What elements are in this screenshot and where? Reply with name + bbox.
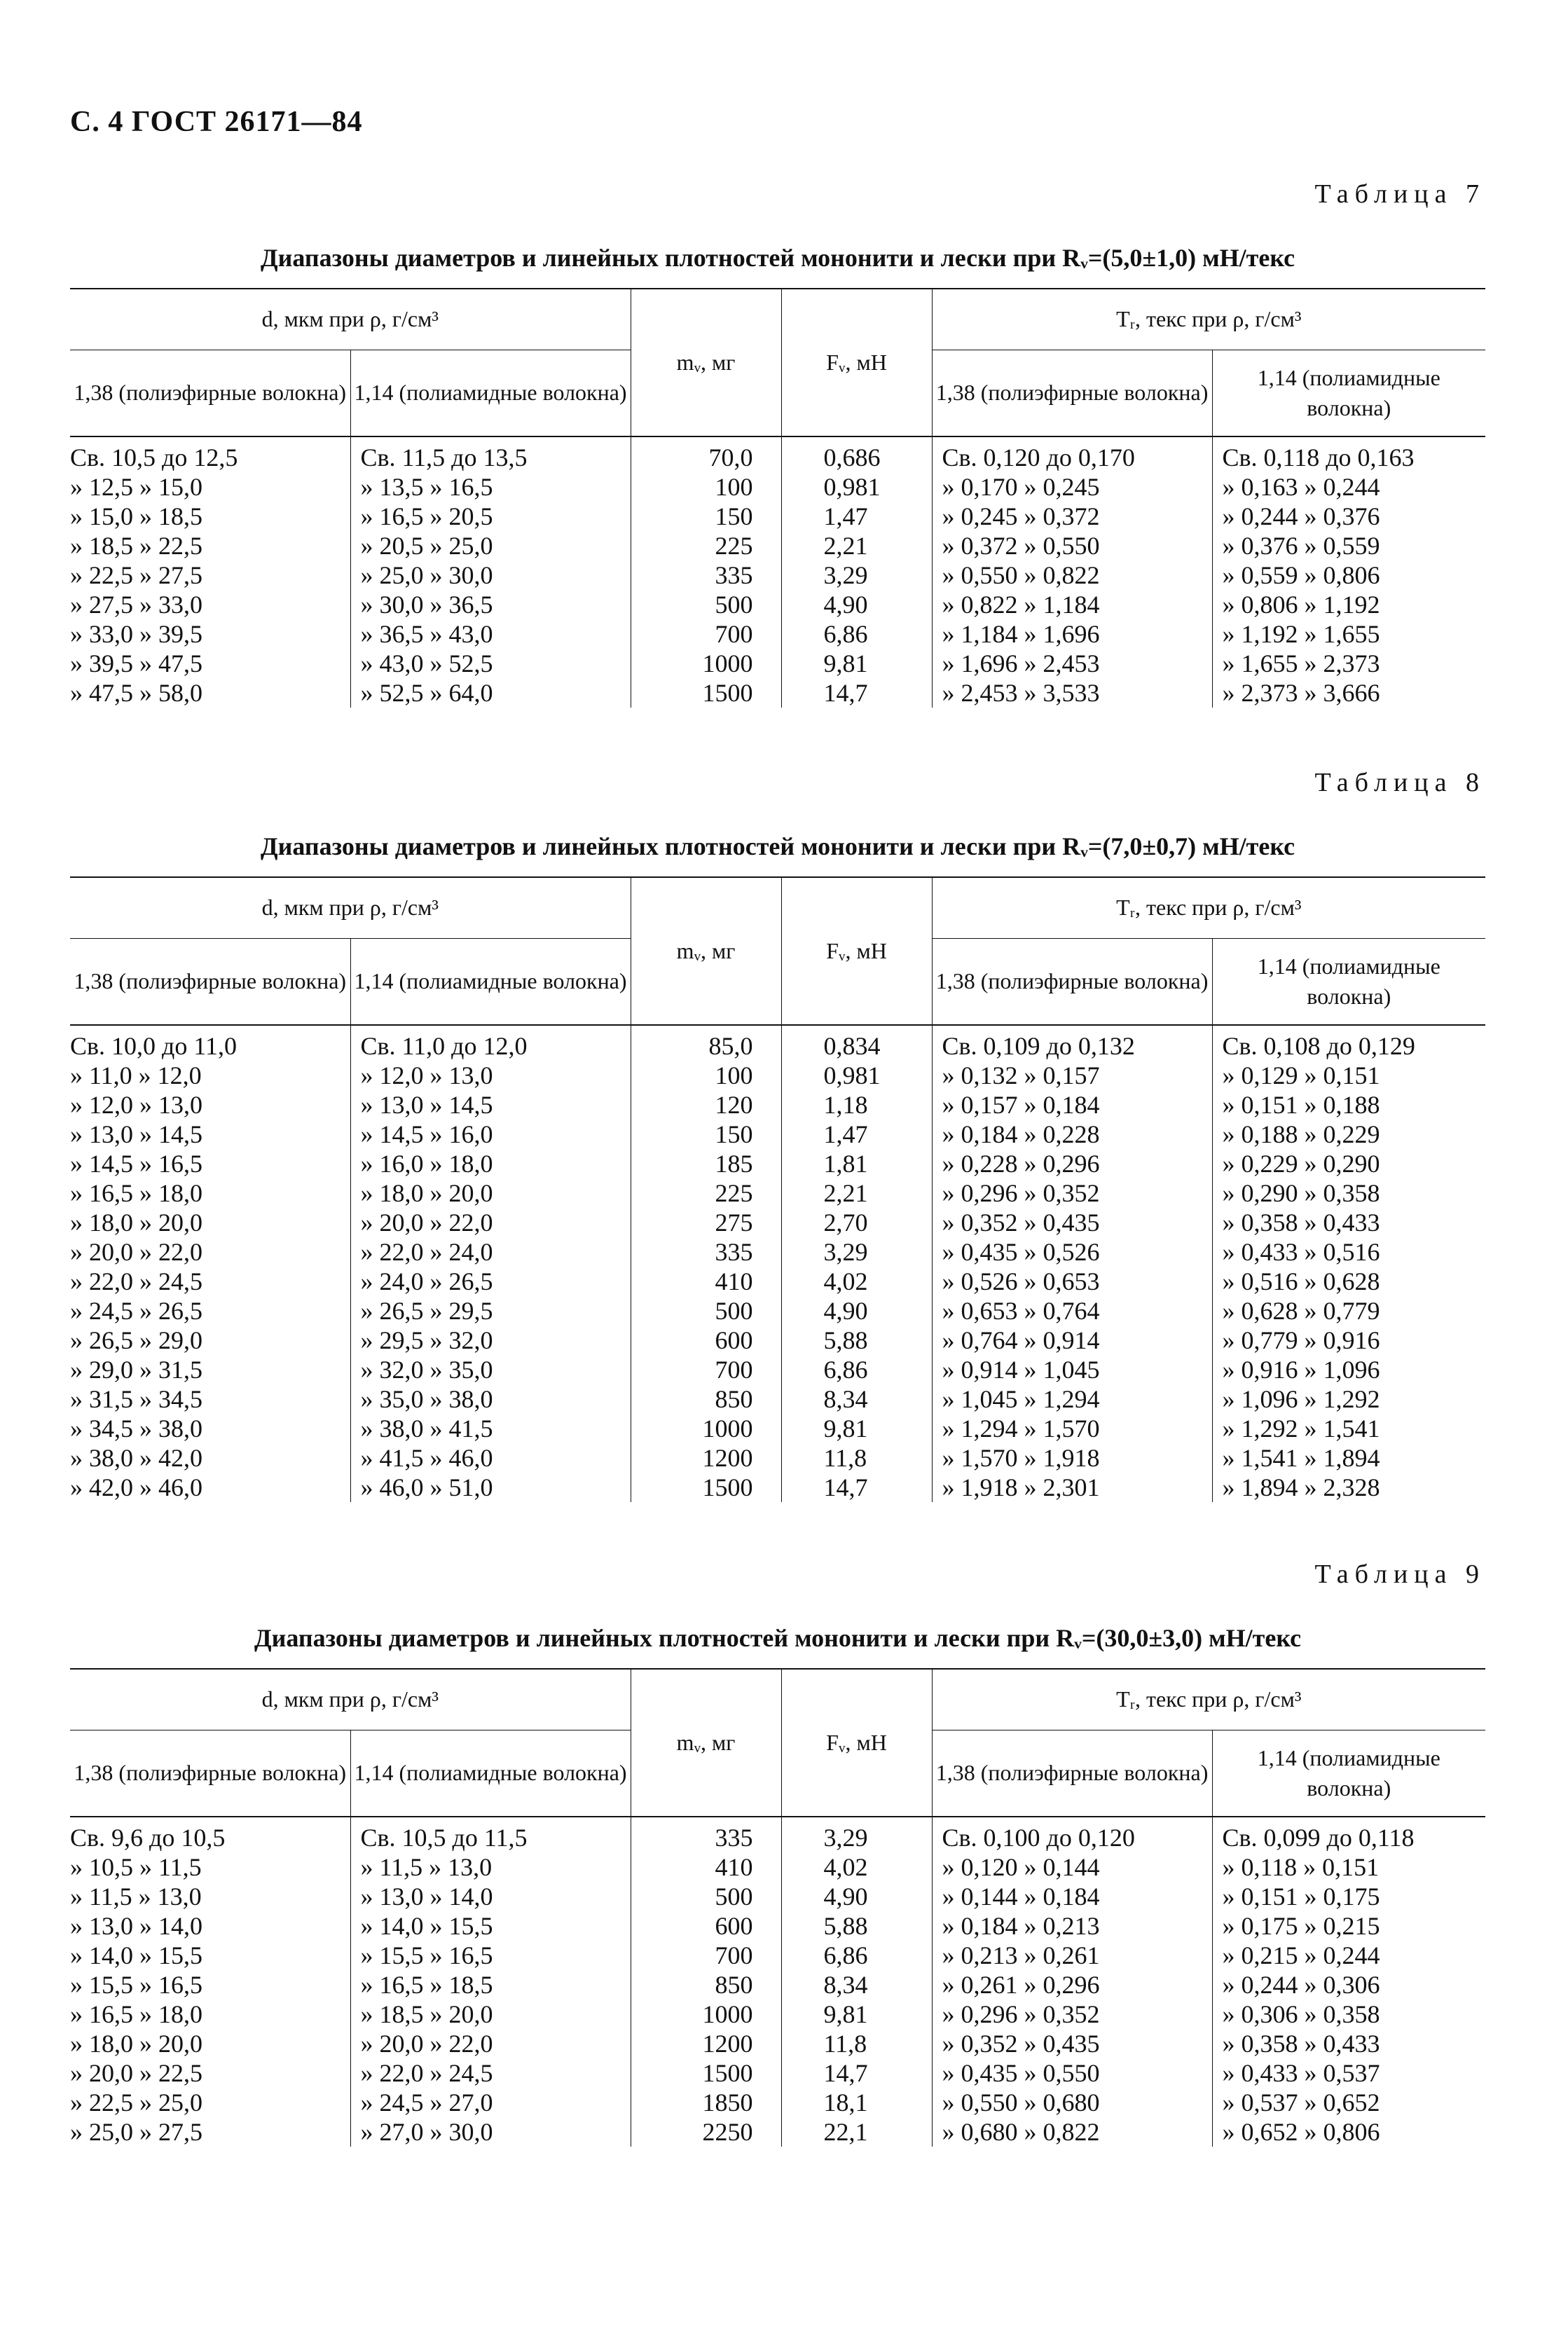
cell-mass: 120 bbox=[631, 1090, 781, 1120]
cell-d-polyester: » 22,0 » 24,5 bbox=[70, 1267, 350, 1296]
header-d-polyamide: 1,14 (полиамидные волокна) bbox=[350, 939, 631, 1026]
table-row bbox=[70, 678, 1485, 708]
cell-mass: 100 bbox=[631, 472, 781, 502]
cell-t-polyester: » 1,696 » 2,453 bbox=[932, 649, 1212, 678]
table-row bbox=[70, 1941, 1485, 1970]
cell-force: 8,34 bbox=[781, 1970, 932, 2000]
cell-mass: 600 bbox=[631, 1911, 781, 1941]
table-row bbox=[70, 2117, 1485, 2147]
cell-t-polyamide: » 1,894 » 2,328 bbox=[1222, 1473, 1380, 1501]
cell-d-polyamide: » 11,5 » 13,0 bbox=[350, 1852, 631, 1882]
cell-force: 5,88 bbox=[781, 1911, 932, 1941]
cell-d-polyester: » 15,5 » 16,5 bbox=[70, 1970, 350, 2000]
table-row bbox=[70, 1178, 1485, 1208]
cell-t-polyamide: » 0,916 » 1,096 bbox=[1222, 1356, 1380, 1384]
cell-d-polyamide: » 14,0 » 15,5 bbox=[350, 1911, 631, 1941]
cell-mass: 700 bbox=[631, 1355, 781, 1384]
cell-d-polyester: » 42,0 » 46,0 bbox=[70, 1473, 350, 1502]
cell-force: 3,29 bbox=[781, 1237, 932, 1267]
header-force: Fᵥ, мН bbox=[781, 1669, 932, 1817]
cell-d-polyamide: » 20,0 » 22,0 bbox=[350, 2029, 631, 2058]
cell-d-polyester: Св. 9,6 до 10,5 bbox=[70, 1817, 350, 1852]
cell-d-polyamide: » 32,0 » 35,0 bbox=[350, 1355, 631, 1384]
cell-force: 0,981 bbox=[781, 472, 932, 502]
cell-d-polyamide: » 25,0 » 30,0 bbox=[350, 560, 631, 590]
table-row bbox=[70, 1090, 1485, 1120]
cell-t-polyamide: » 0,779 » 0,916 bbox=[1222, 1326, 1380, 1354]
cell-t-polyamide: » 1,096 » 1,292 bbox=[1222, 1385, 1380, 1413]
cell-d-polyamide: » 24,0 » 26,5 bbox=[350, 1267, 631, 1296]
cell-d-polyester: » 15,0 » 18,5 bbox=[70, 502, 350, 531]
header-d-polyester: 1,38 (полиэфирные волокна) bbox=[70, 350, 350, 437]
cell-mass: 225 bbox=[631, 531, 781, 560]
table-row bbox=[70, 1120, 1485, 1149]
cell-t-polyester: » 0,228 » 0,296 bbox=[932, 1149, 1212, 1178]
cell-t-polyester: » 0,120 » 0,144 bbox=[932, 1852, 1212, 1882]
cell-mass: 100 bbox=[631, 1061, 781, 1090]
cell-t-polyamide: » 2,373 » 3,666 bbox=[1222, 679, 1380, 707]
cell-d-polyester: » 34,5 » 38,0 bbox=[70, 1414, 350, 1443]
cell-t-polyamide: » 0,559 » 0,806 bbox=[1222, 561, 1380, 589]
cell-force: 4,90 bbox=[781, 1882, 932, 1911]
cell-force: 1,18 bbox=[781, 1090, 932, 1120]
cell-t-polyester: » 0,184 » 0,228 bbox=[932, 1120, 1212, 1149]
header-t-polyamide: 1,14 (полиамидные волокна) bbox=[1212, 1730, 1485, 1817]
cell-force: 2,70 bbox=[781, 1208, 932, 1237]
cell-mass: 1000 bbox=[631, 1414, 781, 1443]
cell-d-polyamide: » 13,5 » 16,5 bbox=[350, 472, 631, 502]
cell-force: 9,81 bbox=[781, 1414, 932, 1443]
cell-force: 11,8 bbox=[781, 1443, 932, 1473]
cell-t-polyester: » 0,526 » 0,653 bbox=[932, 1267, 1212, 1296]
table-row bbox=[70, 1414, 1485, 1443]
header-diameter: d, мкм при ρ, г/см³ bbox=[70, 877, 631, 939]
cell-d-polyamide: » 14,5 » 16,0 bbox=[350, 1120, 631, 1149]
cell-mass: 500 bbox=[631, 1882, 781, 1911]
cell-force: 0,686 bbox=[781, 436, 932, 472]
cell-t-polyester: » 0,435 » 0,526 bbox=[932, 1237, 1212, 1267]
header-diameter: d, мкм при ρ, г/см³ bbox=[70, 1669, 631, 1730]
cell-d-polyester: » 13,0 » 14,0 bbox=[70, 1911, 350, 1941]
cell-d-polyester: » 22,5 » 27,5 bbox=[70, 560, 350, 590]
cell-d-polyamide: » 16,5 » 20,5 bbox=[350, 502, 631, 531]
cell-t-polyamide: » 0,151 » 0,188 bbox=[1222, 1091, 1380, 1119]
cell-t-polyamide: Св. 0,099 до 0,118 bbox=[1222, 1824, 1415, 1852]
cell-d-polyester: » 25,0 » 27,5 bbox=[70, 2117, 350, 2147]
cell-t-polyester: » 1,045 » 1,294 bbox=[932, 1384, 1212, 1414]
cell-d-polyester: » 16,5 » 18,0 bbox=[70, 2000, 350, 2029]
cell-mass: 1500 bbox=[631, 678, 781, 708]
cell-d-polyamide: » 43,0 » 52,5 bbox=[350, 649, 631, 678]
cell-d-polyamide: » 22,0 » 24,0 bbox=[350, 1237, 631, 1267]
cell-mass: 150 bbox=[631, 502, 781, 531]
cell-t-polyamide: » 0,244 » 0,306 bbox=[1222, 1971, 1380, 1999]
table-row bbox=[70, 1296, 1485, 1326]
cell-d-polyester: » 38,0 » 42,0 bbox=[70, 1443, 350, 1473]
cell-mass: 85,0 bbox=[631, 1025, 781, 1061]
cell-force: 6,86 bbox=[781, 1941, 932, 1970]
cell-d-polyester: » 14,0 » 15,5 bbox=[70, 1941, 350, 1970]
cell-mass: 225 bbox=[631, 1178, 781, 1208]
cell-mass: 2250 bbox=[631, 2117, 781, 2147]
table-label: Таблица 8 bbox=[1314, 768, 1485, 797]
header-mass: mᵥ, мг bbox=[631, 289, 781, 436]
cell-mass: 1500 bbox=[631, 1473, 781, 1502]
data-table bbox=[70, 876, 1485, 1502]
cell-t-polyester: » 0,245 » 0,372 bbox=[932, 502, 1212, 531]
table-row bbox=[70, 1355, 1485, 1384]
cell-mass: 1200 bbox=[631, 2029, 781, 2058]
cell-mass: 1850 bbox=[631, 2088, 781, 2117]
cell-d-polyamide: » 36,5 » 43,0 bbox=[350, 619, 631, 649]
cell-d-polyester: » 11,0 » 12,0 bbox=[70, 1061, 350, 1090]
cell-d-polyester: » 20,0 » 22,5 bbox=[70, 2058, 350, 2088]
header-d-polyester: 1,38 (полиэфирные волокна) bbox=[70, 939, 350, 1026]
cell-force: 4,02 bbox=[781, 1267, 932, 1296]
cell-t-polyamide: » 0,151 » 0,175 bbox=[1222, 1883, 1380, 1911]
cell-force: 1,81 bbox=[781, 1149, 932, 1178]
cell-force: 9,81 bbox=[781, 2000, 932, 2029]
cell-t-polyester: » 0,914 » 1,045 bbox=[932, 1355, 1212, 1384]
header-mass: mᵥ, мг bbox=[631, 877, 781, 1025]
cell-t-polyester: » 0,132 » 0,157 bbox=[932, 1061, 1212, 1090]
cell-t-polyamide: » 0,215 » 0,244 bbox=[1222, 1941, 1380, 1969]
table-row bbox=[70, 590, 1485, 619]
cell-mass: 335 bbox=[631, 1237, 781, 1267]
cell-d-polyester: » 11,5 » 13,0 bbox=[70, 1882, 350, 1911]
table-row bbox=[70, 1384, 1485, 1414]
table-row bbox=[70, 2000, 1485, 2029]
cell-t-polyester: » 2,453 » 3,533 bbox=[932, 678, 1212, 708]
table-title: Диапазоны диаметров и линейных плотностей мононити и лески при Rᵥ=(30,0±3,0) мН/текс bbox=[254, 1624, 1302, 1652]
cell-d-polyamide: Св. 11,0 до 12,0 bbox=[350, 1025, 631, 1061]
cell-t-polyester: » 0,550 » 0,822 bbox=[932, 560, 1212, 590]
cell-force: 4,90 bbox=[781, 1296, 932, 1326]
cell-d-polyester: » 47,5 » 58,0 bbox=[70, 678, 350, 708]
cell-force: 3,29 bbox=[781, 560, 932, 590]
cell-force: 6,86 bbox=[781, 1355, 932, 1384]
table-row bbox=[70, 1882, 1485, 1911]
table-row bbox=[70, 1911, 1485, 1941]
cell-force: 22,1 bbox=[781, 2117, 932, 2147]
page-header: С. 4 ГОСТ 26171—84 bbox=[70, 106, 363, 138]
cell-force: 1,47 bbox=[781, 502, 932, 531]
header-t-polyamide: 1,14 (полиамидные волокна) bbox=[1212, 939, 1485, 1026]
header-d-polyamide: 1,14 (полиамидные волокна) bbox=[350, 1730, 631, 1817]
cell-mass: 150 bbox=[631, 1120, 781, 1149]
cell-d-polyamide: » 15,5 » 16,5 bbox=[350, 1941, 631, 1970]
table-row bbox=[70, 1443, 1485, 1473]
cell-mass: 1500 bbox=[631, 2058, 781, 2088]
header-force: Fᵥ, мН bbox=[781, 289, 932, 436]
cell-t-polyester: » 0,144 » 0,184 bbox=[932, 1882, 1212, 1911]
cell-t-polyester: Св. 0,100 до 0,120 bbox=[932, 1817, 1212, 1852]
cell-t-polyamide: » 0,628 » 0,779 bbox=[1222, 1297, 1380, 1325]
cell-t-polyamide: » 0,652 » 0,806 bbox=[1222, 2118, 1380, 2146]
cell-mass: 600 bbox=[631, 1326, 781, 1355]
cell-force: 8,34 bbox=[781, 1384, 932, 1414]
cell-t-polyester: » 1,184 » 1,696 bbox=[932, 619, 1212, 649]
cell-d-polyester: » 31,5 » 34,5 bbox=[70, 1384, 350, 1414]
table-label: Таблица 9 bbox=[1314, 1560, 1485, 1589]
cell-d-polyamide: » 20,0 » 22,0 bbox=[350, 1208, 631, 1237]
table-row bbox=[70, 649, 1485, 678]
cell-force: 4,02 bbox=[781, 1852, 932, 1882]
header-density: Tᵣ, текс при ρ, г/см³ bbox=[932, 1669, 1485, 1730]
cell-t-polyester: » 1,570 » 1,918 bbox=[932, 1443, 1212, 1473]
cell-force: 18,1 bbox=[781, 2088, 932, 2117]
cell-d-polyamide: » 13,0 » 14,0 bbox=[350, 1882, 631, 1911]
cell-t-polyester: » 0,550 » 0,680 bbox=[932, 2088, 1212, 2117]
cell-force: 4,90 bbox=[781, 590, 932, 619]
table-row bbox=[70, 1326, 1485, 1355]
table-row bbox=[70, 531, 1485, 560]
cell-mass: 410 bbox=[631, 1267, 781, 1296]
cell-force: 9,81 bbox=[781, 649, 932, 678]
cell-d-polyamide: » 35,0 » 38,0 bbox=[350, 1384, 631, 1414]
cell-t-polyester: » 0,213 » 0,261 bbox=[932, 1941, 1212, 1970]
cell-t-polyester: » 0,261 » 0,296 bbox=[932, 1970, 1212, 2000]
cell-d-polyester: » 29,0 » 31,5 bbox=[70, 1355, 350, 1384]
cell-d-polyester: » 18,0 » 20,0 bbox=[70, 2029, 350, 2058]
cell-t-polyamide: » 0,358 » 0,433 bbox=[1222, 2030, 1380, 2058]
cell-d-polyamide: » 26,5 » 29,5 bbox=[350, 1296, 631, 1326]
table-row bbox=[70, 502, 1485, 531]
cell-t-polyester: » 0,296 » 0,352 bbox=[932, 2000, 1212, 2029]
header-t-polyester: 1,38 (полиэфирные волокна) bbox=[932, 350, 1212, 437]
cell-t-polyester: » 0,822 » 1,184 bbox=[932, 590, 1212, 619]
header-d-polyamide: 1,14 (полиамидные волокна) bbox=[350, 350, 631, 437]
cell-force: 0,834 bbox=[781, 1025, 932, 1061]
table-row bbox=[70, 2058, 1485, 2088]
cell-t-polyester: » 0,157 » 0,184 bbox=[932, 1090, 1212, 1120]
table-row bbox=[70, 560, 1485, 590]
cell-t-polyamide: » 1,541 » 1,894 bbox=[1222, 1444, 1380, 1472]
cell-mass: 1200 bbox=[631, 1443, 781, 1473]
cell-t-polyamide: » 1,192 » 1,655 bbox=[1222, 620, 1380, 648]
table-row bbox=[70, 1061, 1485, 1090]
data-table bbox=[70, 1668, 1485, 2147]
table-row bbox=[70, 436, 1485, 472]
cell-force: 5,88 bbox=[781, 1326, 932, 1355]
cell-d-polyester: » 22,5 » 25,0 bbox=[70, 2088, 350, 2117]
cell-t-polyester: » 0,170 » 0,245 bbox=[932, 472, 1212, 502]
cell-d-polyamide: Св. 10,5 до 11,5 bbox=[350, 1817, 631, 1852]
cell-t-polyamide: » 0,358 » 0,433 bbox=[1222, 1209, 1380, 1237]
cell-t-polyester: Св. 0,120 до 0,170 bbox=[932, 436, 1212, 472]
cell-d-polyester: » 18,0 » 20,0 bbox=[70, 1208, 350, 1237]
table-title: Диапазоны диаметров и линейных плотностей мононити и лески при Rᵥ=(5,0±1,0) мН/текс bbox=[260, 244, 1295, 272]
table-title: Диапазоны диаметров и линейных плотностей мононити и лески при Rᵥ=(7,0±0,7) мН/текс bbox=[260, 832, 1295, 860]
cell-d-polyester: » 33,0 » 39,5 bbox=[70, 619, 350, 649]
table-row bbox=[70, 1025, 1485, 1061]
cell-t-polyester: » 0,352 » 0,435 bbox=[932, 1208, 1212, 1237]
cell-t-polyamide: » 0,433 » 0,537 bbox=[1222, 2059, 1380, 2087]
cell-t-polyamide: » 0,244 » 0,376 bbox=[1222, 502, 1380, 530]
cell-d-polyester: » 20,0 » 22,0 bbox=[70, 1237, 350, 1267]
header-force: Fᵥ, мН bbox=[781, 877, 932, 1025]
cell-mass: 850 bbox=[631, 1384, 781, 1414]
cell-d-polyester: » 16,5 » 18,0 bbox=[70, 1178, 350, 1208]
table-row bbox=[70, 1149, 1485, 1178]
cell-d-polyester: » 18,5 » 22,5 bbox=[70, 531, 350, 560]
cell-t-polyamide: » 0,433 » 0,516 bbox=[1222, 1238, 1380, 1266]
cell-t-polyamide: » 1,292 » 1,541 bbox=[1222, 1415, 1380, 1443]
cell-force: 3,29 bbox=[781, 1817, 932, 1852]
cell-d-polyester: Св. 10,0 до 11,0 bbox=[70, 1025, 350, 1061]
cell-force: 6,86 bbox=[781, 619, 932, 649]
cell-t-polyamide: Св. 0,108 до 0,129 bbox=[1222, 1032, 1415, 1060]
table-row bbox=[70, 2088, 1485, 2117]
cell-mass: 500 bbox=[631, 590, 781, 619]
cell-d-polyamide: » 52,5 » 64,0 bbox=[350, 678, 631, 708]
cell-t-polyamide: » 0,188 » 0,229 bbox=[1222, 1120, 1380, 1148]
table-row bbox=[70, 1852, 1485, 1882]
cell-mass: 70,0 bbox=[631, 436, 781, 472]
cell-t-polyamide: » 1,655 » 2,373 bbox=[1222, 649, 1380, 677]
header-d-polyester: 1,38 (полиэфирные волокна) bbox=[70, 1730, 350, 1817]
cell-d-polyamide: » 20,5 » 25,0 bbox=[350, 531, 631, 560]
cell-force: 14,7 bbox=[781, 2058, 932, 2088]
cell-t-polyester: » 1,294 » 1,570 bbox=[932, 1414, 1212, 1443]
cell-mass: 410 bbox=[631, 1852, 781, 1882]
cell-t-polyamide: » 0,306 » 0,358 bbox=[1222, 2000, 1380, 2028]
cell-d-polyamide: » 13,0 » 14,5 bbox=[350, 1090, 631, 1120]
table-row bbox=[70, 1267, 1485, 1296]
cell-d-polyamide: » 30,0 » 36,5 bbox=[350, 590, 631, 619]
cell-t-polyester: » 0,764 » 0,914 bbox=[932, 1326, 1212, 1355]
cell-d-polyester: » 27,5 » 33,0 bbox=[70, 590, 350, 619]
table-row bbox=[70, 1473, 1485, 1502]
cell-t-polyamide: » 0,229 » 0,290 bbox=[1222, 1150, 1380, 1178]
table-block-8 bbox=[70, 767, 1485, 1502]
cell-t-polyamide: » 0,175 » 0,215 bbox=[1222, 1912, 1380, 1940]
cell-d-polyester: » 12,5 » 15,0 bbox=[70, 472, 350, 502]
cell-d-polyamide: » 38,0 » 41,5 bbox=[350, 1414, 631, 1443]
cell-d-polyester: Св. 10,5 до 12,5 bbox=[70, 436, 350, 472]
header-mass: mᵥ, мг bbox=[631, 1669, 781, 1817]
cell-force: 2,21 bbox=[781, 531, 932, 560]
cell-t-polyamide: » 0,163 » 0,244 bbox=[1222, 473, 1380, 501]
cell-d-polyester: » 39,5 » 47,5 bbox=[70, 649, 350, 678]
cell-t-polyamide: » 0,129 » 0,151 bbox=[1222, 1061, 1380, 1089]
cell-d-polyamide: » 27,0 » 30,0 bbox=[350, 2117, 631, 2147]
header-density: Tᵣ, текс при ρ, г/см³ bbox=[932, 289, 1485, 350]
cell-mass: 185 bbox=[631, 1149, 781, 1178]
cell-t-polyamide: Св. 0,118 до 0,163 bbox=[1222, 443, 1415, 472]
cell-t-polyamide: » 0,290 » 0,358 bbox=[1222, 1179, 1380, 1207]
table-row bbox=[70, 1208, 1485, 1237]
header-diameter: d, мкм при ρ, г/см³ bbox=[70, 289, 631, 350]
cell-t-polyamide: » 0,118 » 0,151 bbox=[1222, 1853, 1380, 1881]
cell-d-polyester: » 26,5 » 29,0 bbox=[70, 1326, 350, 1355]
cell-d-polyester: » 24,5 » 26,5 bbox=[70, 1296, 350, 1326]
table-row bbox=[70, 1237, 1485, 1267]
cell-d-polyamide: » 18,0 » 20,0 bbox=[350, 1178, 631, 1208]
cell-d-polyamide: » 46,0 » 51,0 bbox=[350, 1473, 631, 1502]
cell-t-polyester: » 0,435 » 0,550 bbox=[932, 2058, 1212, 2088]
cell-d-polyamide: Св. 11,5 до 13,5 bbox=[350, 436, 631, 472]
table-block-9 bbox=[70, 1559, 1485, 2147]
cell-d-polyamide: » 16,5 » 18,5 bbox=[350, 1970, 631, 2000]
cell-d-polyester: » 13,0 » 14,5 bbox=[70, 1120, 350, 1149]
cell-d-polyamide: » 29,5 » 32,0 bbox=[350, 1326, 631, 1355]
cell-mass: 335 bbox=[631, 1817, 781, 1852]
table-row bbox=[70, 472, 1485, 502]
header-t-polyester: 1,38 (полиэфирные волокна) bbox=[932, 1730, 1212, 1817]
cell-t-polyamide: » 0,376 » 0,559 bbox=[1222, 532, 1380, 560]
cell-t-polyamide: » 0,806 » 1,192 bbox=[1222, 591, 1380, 619]
cell-mass: 850 bbox=[631, 1970, 781, 2000]
cell-force: 1,47 bbox=[781, 1120, 932, 1149]
cell-t-polyester: » 0,184 » 0,213 bbox=[932, 1911, 1212, 1941]
cell-d-polyamide: » 24,5 » 27,0 bbox=[350, 2088, 631, 2117]
header-t-polyester: 1,38 (полиэфирные волокна) bbox=[932, 939, 1212, 1026]
header-density: Tᵣ, текс при ρ, г/см³ bbox=[932, 877, 1485, 939]
cell-d-polyamide: » 22,0 » 24,5 bbox=[350, 2058, 631, 2088]
cell-d-polyamide: » 18,5 » 20,0 bbox=[350, 2000, 631, 2029]
data-table bbox=[70, 288, 1485, 708]
table-row bbox=[70, 1817, 1485, 1852]
cell-t-polyester: » 0,680 » 0,822 bbox=[932, 2117, 1212, 2147]
cell-force: 0,981 bbox=[781, 1061, 932, 1090]
cell-t-polyester: » 0,352 » 0,435 bbox=[932, 2029, 1212, 2058]
cell-d-polyester: » 14,5 » 16,5 bbox=[70, 1149, 350, 1178]
cell-t-polyester: » 0,372 » 0,550 bbox=[932, 531, 1212, 560]
cell-d-polyamide: » 16,0 » 18,0 bbox=[350, 1149, 631, 1178]
cell-mass: 1000 bbox=[631, 2000, 781, 2029]
cell-mass: 335 bbox=[631, 560, 781, 590]
cell-mass: 700 bbox=[631, 619, 781, 649]
cell-force: 2,21 bbox=[781, 1178, 932, 1208]
cell-force: 11,8 bbox=[781, 2029, 932, 2058]
cell-t-polyamide: » 0,537 » 0,652 bbox=[1222, 2088, 1380, 2117]
cell-force: 14,7 bbox=[781, 678, 932, 708]
header-t-polyamide: 1,14 (полиамидные волокна) bbox=[1212, 350, 1485, 437]
cell-mass: 700 bbox=[631, 1941, 781, 1970]
table-row bbox=[70, 619, 1485, 649]
cell-t-polyester: » 0,296 » 0,352 bbox=[932, 1178, 1212, 1208]
cell-mass: 500 bbox=[631, 1296, 781, 1326]
table-row bbox=[70, 1970, 1485, 2000]
cell-d-polyamide: » 41,5 » 46,0 bbox=[350, 1443, 631, 1473]
cell-t-polyester: » 1,918 » 2,301 bbox=[932, 1473, 1212, 1502]
cell-force: 14,7 bbox=[781, 1473, 932, 1502]
cell-d-polyester: » 12,0 » 13,0 bbox=[70, 1090, 350, 1120]
table-row bbox=[70, 2029, 1485, 2058]
table-block-7 bbox=[70, 179, 1485, 708]
cell-mass: 275 bbox=[631, 1208, 781, 1237]
table-label: Таблица 7 bbox=[1314, 179, 1485, 209]
cell-d-polyester: » 10,5 » 11,5 bbox=[70, 1852, 350, 1882]
cell-mass: 1000 bbox=[631, 649, 781, 678]
cell-t-polyester: Св. 0,109 до 0,132 bbox=[932, 1025, 1212, 1061]
cell-d-polyamide: » 12,0 » 13,0 bbox=[350, 1061, 631, 1090]
cell-t-polyester: » 0,653 » 0,764 bbox=[932, 1296, 1212, 1326]
cell-t-polyamide: » 0,516 » 0,628 bbox=[1222, 1267, 1380, 1295]
